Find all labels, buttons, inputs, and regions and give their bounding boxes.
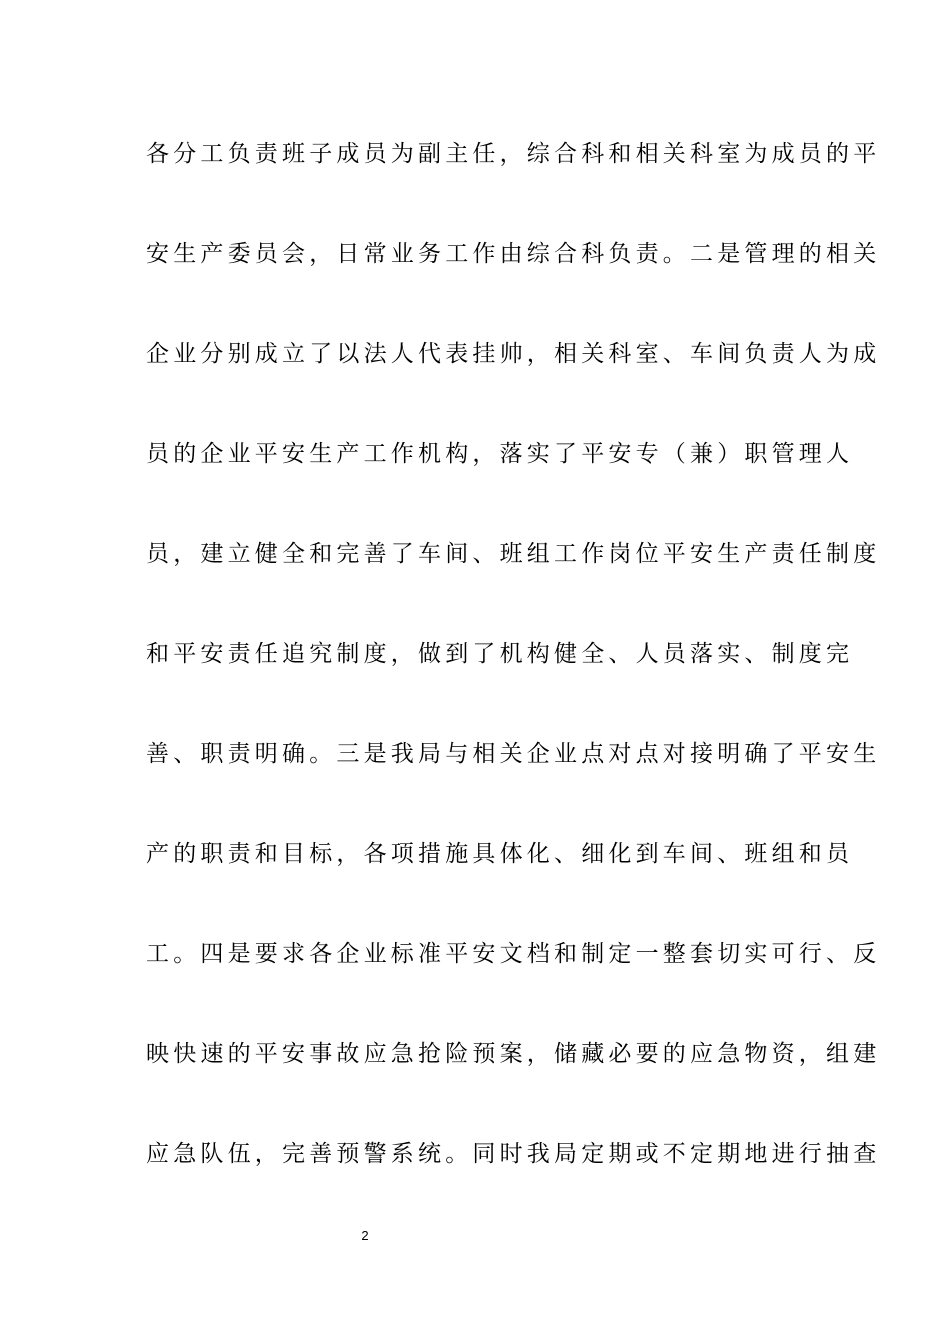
text-line: 安生产委员会，日常业务工作由综合科负责。二是管理的相关	[146, 241, 881, 267]
body-text	[146, 134, 881, 1234]
text-line: 员的企业平安生产工作机构，落实了平安专（兼）职管理人	[146, 441, 854, 467]
text-line: 产的职责和目标，各项措施具体化、细化到车间、班组和员	[146, 841, 854, 867]
text-line: 和平安责任追究制度，做到了机构健全、人员落实、制度完	[146, 641, 854, 667]
text-line: 员，建立健全和完善了车间、班组工作岗位平安生产责任制度	[146, 541, 881, 567]
text-line: 工。四是要求各企业标准平安文档和制定一整套切实可行、反	[146, 941, 881, 967]
text-line: 企业分别成立了以法人代表挂帅，相关科室、车间负责人为成	[146, 341, 881, 367]
page-number: 2	[361, 1228, 369, 1243]
text-line: 善、职责明确。三是我局与相关企业点对点对接明确了平安生	[146, 741, 881, 767]
text-line: 各分工负责班子成员为副主任，综合科和相关科室为成员的平	[146, 141, 881, 167]
text-line: 映快速的平安事故应急抢险预案，储藏必要的应急物资，组建	[146, 1041, 881, 1067]
text-line: 应急队伍，完善预警系统。同时我局定期或不定期地进行抽查	[146, 1141, 881, 1167]
